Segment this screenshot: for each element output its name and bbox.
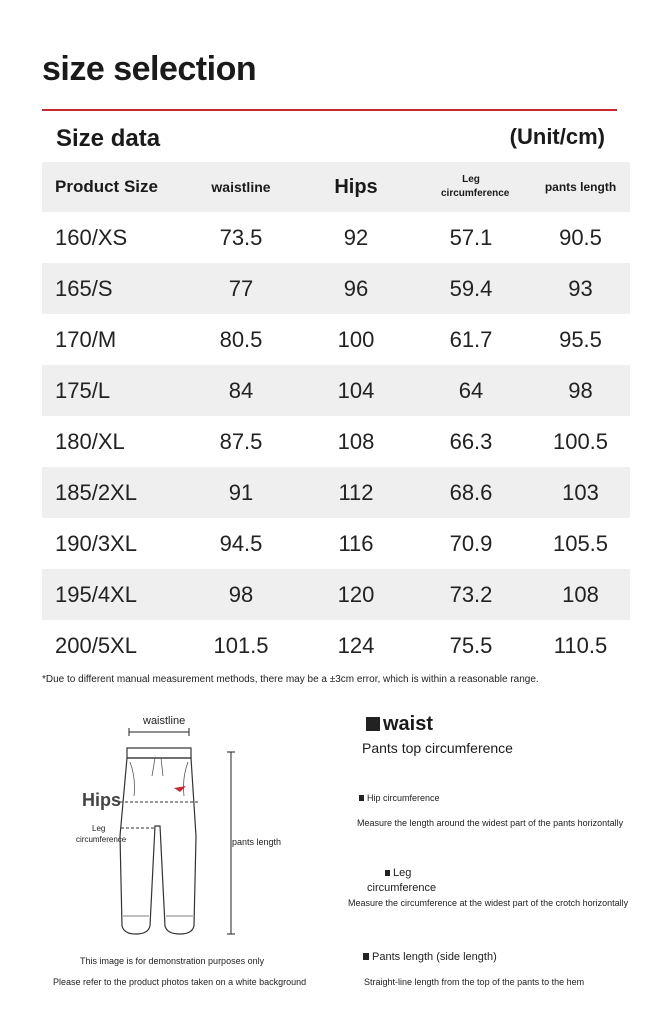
table-cell: 98 xyxy=(568,377,593,403)
leg-label-2: circumference xyxy=(76,835,127,844)
table-cell: 94.5 xyxy=(219,530,263,556)
table-cell: 120 xyxy=(337,581,375,607)
table-cell: 66.3 xyxy=(449,428,493,454)
table-cell: 57.1 xyxy=(449,224,493,250)
table-cell: 96 xyxy=(343,275,369,301)
table-cell: 195/4XL xyxy=(55,581,137,607)
table-row xyxy=(42,569,630,620)
header-product-size: Product Size xyxy=(55,177,158,196)
table-row xyxy=(42,416,630,467)
leg-label-1: Leg xyxy=(92,824,106,833)
marker-a-icon xyxy=(366,717,380,731)
table-cell: 105.5 xyxy=(552,530,609,556)
table-row xyxy=(42,620,630,671)
table-cell: 64 xyxy=(458,377,484,403)
table-cell: 103 xyxy=(562,479,599,505)
length-note-title: Pants length (side length) xyxy=(363,951,497,963)
page-title: size selection xyxy=(42,50,257,88)
table-cell: 180/XL xyxy=(55,428,125,454)
table-cell: 116 xyxy=(338,530,374,556)
table-cell: 185/2XL xyxy=(55,479,137,505)
pants-illustration xyxy=(110,726,240,940)
table-body xyxy=(42,212,630,671)
header-hips: Hips xyxy=(334,175,378,198)
table-cell: 100 xyxy=(337,326,375,352)
table-cell: 68.6 xyxy=(449,479,493,505)
table-row xyxy=(42,212,630,263)
table-cell: 84 xyxy=(228,377,254,403)
table-cell: 175/L xyxy=(55,377,111,403)
table-cell: 70.9 xyxy=(449,530,493,556)
table-cell: 165/S xyxy=(55,275,113,301)
table-cell: 61.7 xyxy=(449,326,493,352)
table-cell: 200/5XL xyxy=(55,632,137,658)
length-note-desc: Straight-line length from the top of the pants to the hem xyxy=(364,977,585,987)
table-cell: 190/3XL xyxy=(55,530,137,556)
unit-label: (Unit/cm) xyxy=(509,124,605,149)
table-cell: 101.5 xyxy=(213,632,269,658)
table-header-row xyxy=(42,162,630,212)
table-cell: 98 xyxy=(228,581,254,607)
table-cell: 100.5 xyxy=(552,428,609,454)
table-cell: 108 xyxy=(337,428,375,454)
table-cell: 160/XS xyxy=(55,224,128,250)
table-cell: 90.5 xyxy=(559,224,602,250)
table-cell: 104 xyxy=(337,377,375,403)
table-cell: 73.5 xyxy=(219,224,263,250)
table-cell: 95.5 xyxy=(559,326,602,352)
waist-note-subtitle: Pants top circumference xyxy=(362,740,513,756)
size-table xyxy=(42,162,630,671)
table-cell: 170/M xyxy=(55,326,117,352)
table-row xyxy=(42,263,630,314)
title-divider xyxy=(42,109,617,111)
waist-note-title: waist xyxy=(366,713,433,736)
table-row xyxy=(42,518,630,569)
marker-b-icon xyxy=(359,795,364,801)
diagram-caption-1: This image is for demonstration purposes only xyxy=(80,956,265,966)
header-waistline: waistline xyxy=(211,179,271,195)
marker-d-icon xyxy=(363,953,369,960)
table-cell: 124 xyxy=(337,632,375,658)
section-label: Size data xyxy=(56,125,161,152)
table-cell: 112 xyxy=(338,479,374,505)
waistline-label: waistline xyxy=(143,715,186,727)
pants-length-label: pants length xyxy=(232,837,282,847)
table-cell: 75.5 xyxy=(449,632,493,658)
leg-note-title-1: Leg xyxy=(385,867,411,879)
table-cell: 77 xyxy=(228,275,254,301)
table-cell: 59.4 xyxy=(449,275,493,301)
table-cell: 80.5 xyxy=(219,326,263,352)
table-row xyxy=(42,467,630,518)
hips-label: Hips xyxy=(82,790,122,810)
table-cell: 108 xyxy=(562,581,599,607)
table-cell: 110.5 xyxy=(553,632,608,658)
diagram-caption-2: Please refer to the product photos taken on a white background xyxy=(53,977,307,987)
table-row xyxy=(42,365,630,416)
footnote: *Due to different manual measurement methods, there may be a ±3cm error, which is within a reasonable range. xyxy=(42,674,539,685)
hip-note-desc: Measure the length around the widest part of the pants horizontally xyxy=(357,818,624,828)
table-cell: 93 xyxy=(568,275,593,301)
table-cell: 87.5 xyxy=(219,428,263,454)
table-cell: 92 xyxy=(343,224,369,250)
leg-note-desc: Measure the circumference at the widest part of the crotch horizontally xyxy=(348,898,629,908)
marker-c-icon xyxy=(385,870,390,876)
header-leg-circumference: Leg circumference xyxy=(441,174,510,199)
header-pants-length: pants length xyxy=(544,180,617,194)
table-cell: 91 xyxy=(228,479,254,505)
table-row xyxy=(42,314,630,365)
hip-note-title: Hip circumference xyxy=(359,793,440,803)
leg-note-title-2: circumference xyxy=(367,882,437,894)
table-cell: 73.2 xyxy=(449,581,493,607)
